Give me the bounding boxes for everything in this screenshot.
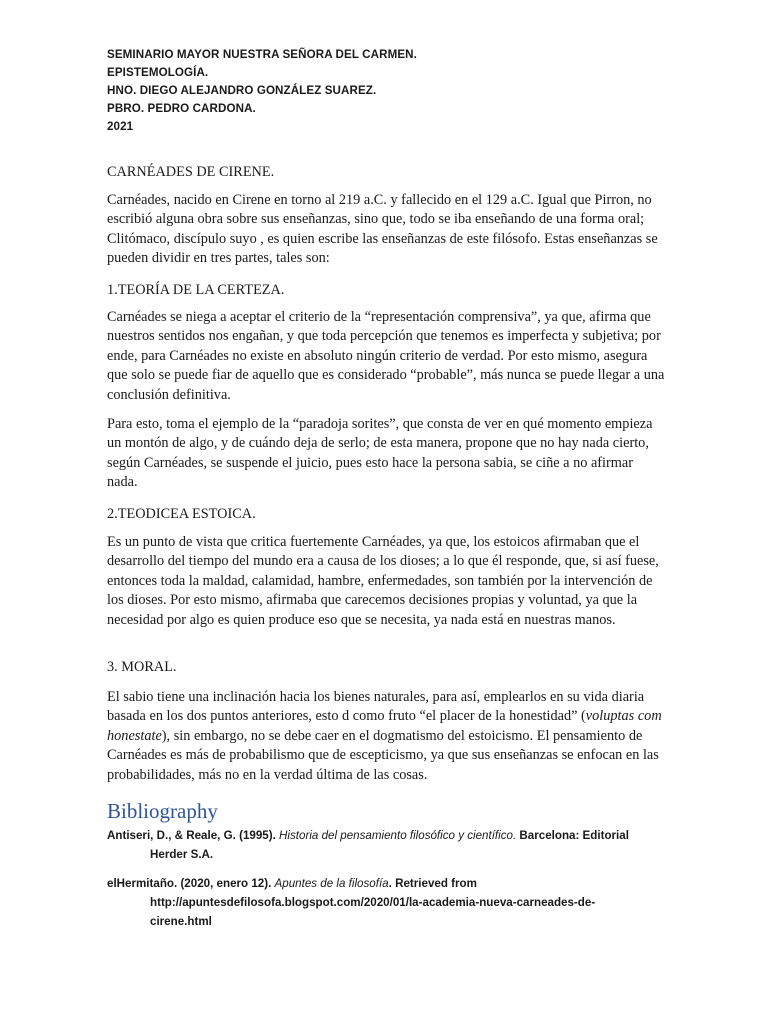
document-title: CARNÉADES DE CIRENE. xyxy=(107,164,275,180)
header-student: HNO. DIEGO ALEJANDRO GONZÁLEZ SUAREZ. xyxy=(107,84,377,97)
header-year: 2021 xyxy=(107,120,134,133)
reference-url-continued[interactable]: cirene.html xyxy=(150,915,212,928)
section1-paragraph-2: Para esto, toma el ejemplo de la “paradoja sorites”, que consta de ver en qué momento empieza un montón de algo, y de cuándo deja de serlo; de esta manera, propone que no hay nada cierto, según Carnéades, se suspende el juicio, pues esto hace la persona sabia, se ciñe a no afirmar nada. xyxy=(107,416,653,491)
header-teacher: PBRO. PEDRO CARDONA. xyxy=(107,102,256,115)
document-header xyxy=(107,46,417,136)
bibliography-entry: Antiseri, D., & Reale, G. (1995). Historia del pensamiento filosófico y científico. Barcelona: Editorial Herder S.A. xyxy=(107,829,629,861)
latin-term: voluptas com honestate xyxy=(107,708,662,744)
intro-paragraph: Carnéades, nacido en Cirene en torno al 219 a.C. y fallecido en el 129 a.C. Igual que Pirron, no escribió alguna obra sobre sus enseñanzas, sino que, todo se iba enseñando de una forma oral; Clitómaco, discípulo suyo , es quien escribe las enseñanzas de este filósofo. Estas enseñanzas se pueden dividir en tres partes, tales son: xyxy=(107,192,658,267)
section3-heading: 3. MORAL. xyxy=(107,659,177,675)
section3-paragraph: El sabio tiene una inclinación hacia los bienes naturales, para así, emplearlos en su vida diaria basada en los dos puntos anteriores, esto d como fruto “el placer de la honestidad” (voluptas com honestate), sin embargo, no se debe caer en el dogmatismo del estoicismo. El pensamiento de Carnéades es más de probabilismo que de escepticismo, ya que sus enseñanzas se enfocan en las probabilidades, más no en la verdad última de las cosas. xyxy=(107,689,662,783)
bibliography-entry: elHermitaño. (2020, enero 12). Apuntes de la filosofía. Retrieved from http://apuntesdefilosofa.blogspot.com/2020/01/la-academia-nueva-carneades-de- cirene.html xyxy=(107,874,667,931)
section1-heading: 1.TEORÍA DE LA CERTEZA. xyxy=(107,282,285,298)
reference-url[interactable]: http://apuntesdefilosofa.blogspot.com/2020/01/la-academia-nueva-carneades-de- xyxy=(150,896,596,909)
header-seminary: SEMINARIO MAYOR NUESTRA SEÑORA DEL CARMEN. xyxy=(107,48,417,61)
section1-paragraph-1: Carnéades se niega a aceptar el criterio de la “representación comprensiva”, ya que, afirma que nuestros sentidos nos engañan, y que toda percepción que tenemos es imperfecta y subjetiva; por ende, para Carnéades no existe en absoluto ningún criterio de verdad. Por esto mismo, asegura que solo se puede fiar de aquello que es considerado “probable”, más nunca se puede llegar a una conclusión definitiva. xyxy=(107,309,665,403)
section2-heading: 2.TEODICEA ESTOICA. xyxy=(107,506,256,522)
header-course: EPISTEMOLOGÍA. xyxy=(107,66,209,79)
bibliography-title: Bibliography xyxy=(107,799,218,823)
section2-paragraph: Es un punto de vista que critica fuertemente Carnéades, ya que, los estoicos afirmaban que el desarrollo del tiempo del mundo era a causa de los dioses; a lo que él responde, que, si así fuese, entonces toda la maldad, calamidad, hambre, enfermedades, son también por la intervención de los dioses. Por esto mismo, afirmaba que carecemos decisiones propias y voluntad, ya que la necesidad por algo es quien produce eso que se necesita, ya nada está en nuestras manos. xyxy=(107,534,659,628)
